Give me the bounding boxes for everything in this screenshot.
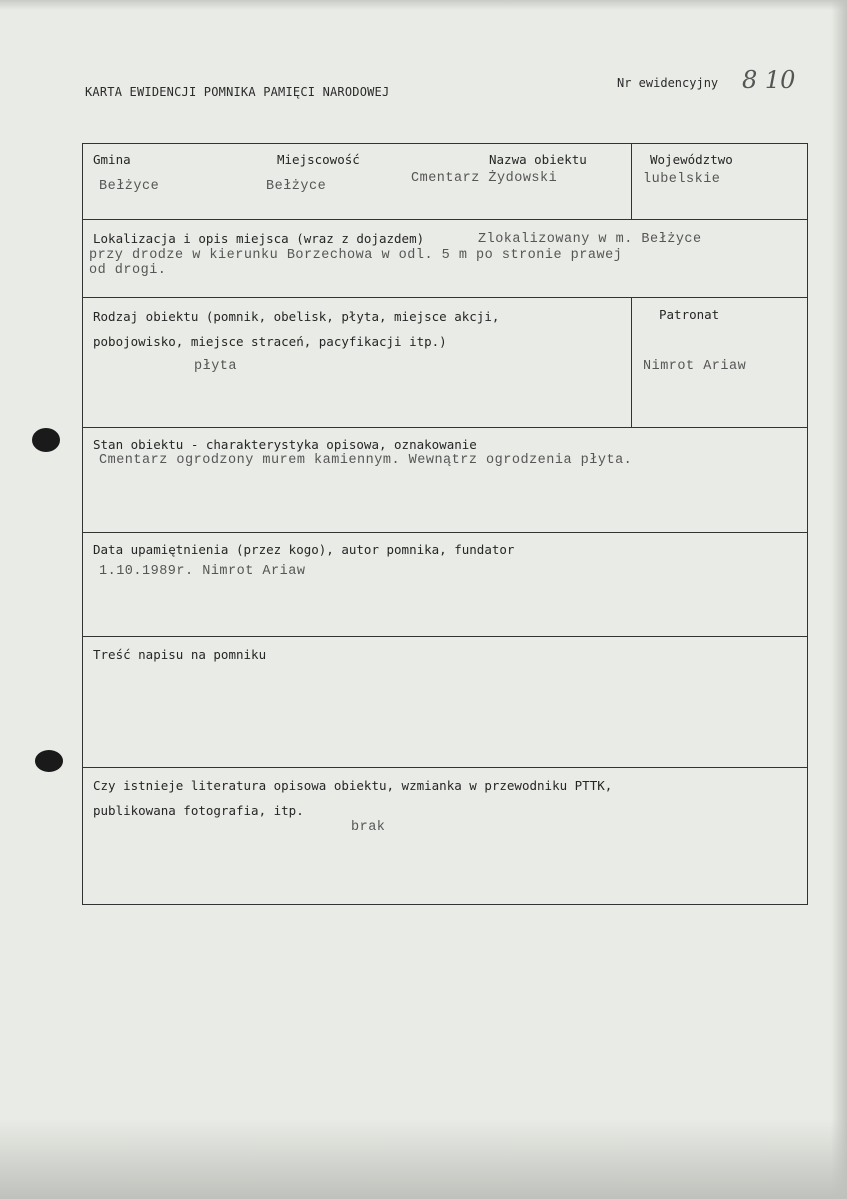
rodzaj-obiektu-value: płyta	[194, 359, 238, 374]
column-divider	[631, 143, 632, 219]
lokalizacja-value-line2: przy drodze w kierunku Borzechowa w odl. 5 m po stronie prawej	[89, 248, 623, 263]
patronat-label: Patronat	[659, 307, 720, 322]
patronat-value: Nimrot Ariaw	[643, 359, 747, 374]
punch-hole-bottom	[35, 750, 63, 772]
lokalizacja-label: Lokalizacja i opis miejsca (wraz z dojazdem)	[93, 231, 425, 246]
wojewodztwo-label: Województwo	[650, 152, 733, 167]
row-divider	[82, 532, 807, 533]
column-divider	[631, 297, 632, 427]
data-upamietnienia-value: 1.10.1989r. Nimrot Ariaw	[99, 564, 306, 579]
data-upamietnienia-label: Data upamiętnienia (przez kogo), autor pomnika, fundator	[93, 542, 515, 557]
miejscowosc-label: Miejscowość	[277, 152, 360, 167]
literatura-label-line1: Czy istnieje literatura opisowa obiektu, wzmianka w przewodniku PTTK,	[93, 778, 613, 793]
wojewodztwo-value: lubelskie	[643, 172, 721, 187]
literatura-label-line2: publikowana fotografia, itp.	[93, 803, 304, 818]
punch-hole-top	[32, 428, 60, 452]
page-edge-bottom	[0, 1119, 847, 1199]
lokalizacja-value-line1: Zlokalizowany w m. Bełżyce	[478, 232, 702, 247]
form-title: KARTA EWIDENCJI POMNIKA PAMIĘCI NARODOWEJ	[85, 85, 390, 99]
row-divider	[82, 636, 807, 637]
rodzaj-obiektu-label-line1: Rodzaj obiektu (pomnik, obelisk, płyta, miejsce akcji,	[93, 309, 500, 324]
lokalizacja-value-line3: od drogi.	[89, 263, 167, 278]
gmina-label: Gmina	[93, 152, 131, 167]
row-divider	[82, 427, 807, 428]
row-divider	[82, 767, 807, 768]
row-divider	[82, 219, 807, 220]
row-divider	[82, 904, 807, 905]
row-divider	[82, 297, 807, 298]
gmina-value: Bełżyce	[99, 179, 160, 194]
row-divider	[82, 143, 807, 144]
stan-obiektu-value: Cmentarz ogrodzony murem kamiennym. Wewnątrz ogrodzenia płyta.	[99, 453, 633, 468]
nazwa-obiektu-value: Cmentarz Żydowski	[411, 171, 558, 186]
registration-number-value: 8 10	[742, 66, 796, 94]
stan-obiektu-label: Stan obiektu - charakterystyka opisowa, oznakowanie	[93, 437, 477, 452]
registration-number-label: Nr ewidencyjny	[617, 76, 719, 90]
page-edge-right	[831, 0, 847, 1199]
literatura-value: brak	[351, 820, 386, 835]
rodzaj-obiektu-label-line2: pobojowisko, miejsce straceń, pacyfikacji itp.)	[93, 334, 447, 349]
miejscowosc-value: Bełżyce	[266, 179, 327, 194]
tresc-napisu-label: Treść napisu na pomniku	[93, 647, 267, 662]
page-edge-top	[0, 0, 847, 10]
nazwa-obiektu-label: Nazwa obiektu	[489, 152, 587, 167]
